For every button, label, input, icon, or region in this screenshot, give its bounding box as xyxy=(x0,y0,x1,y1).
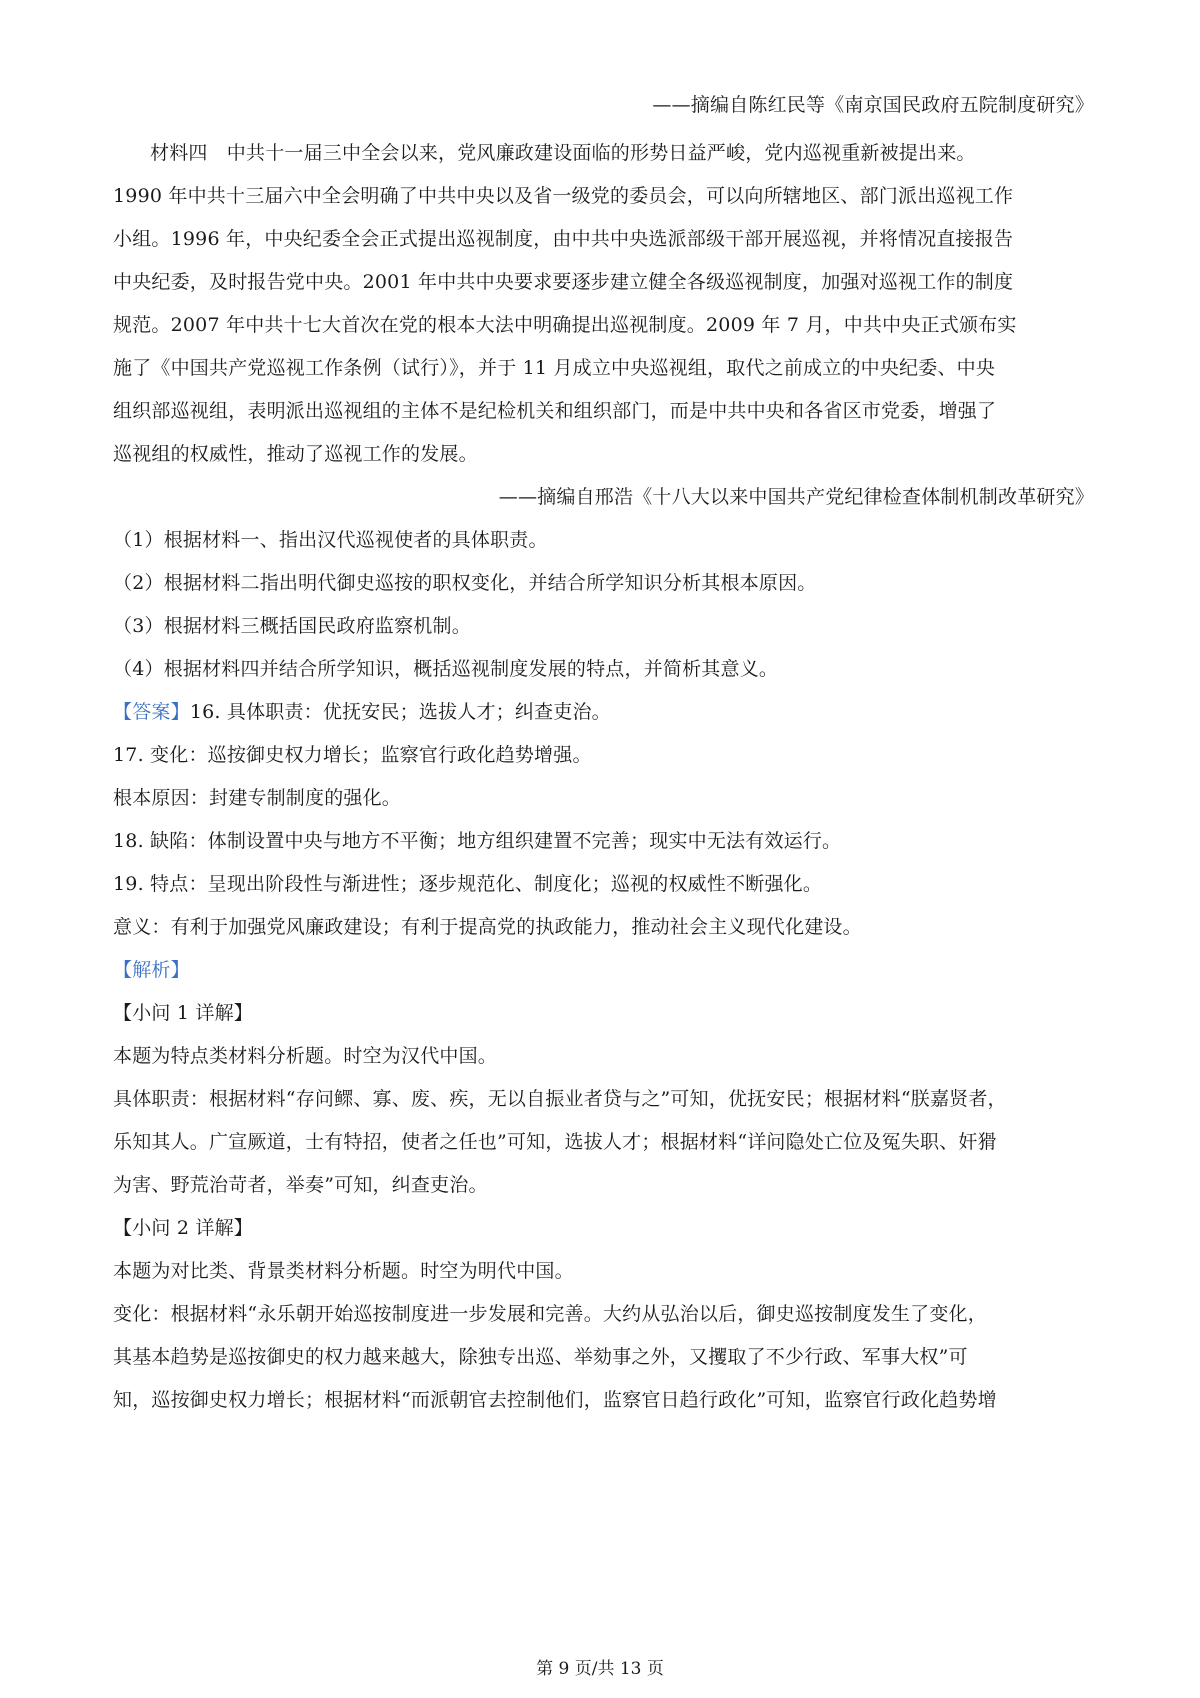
answer-line: 18. 缺陷：体制设置中央与地方不平衡；地方组织建置不完善；现实中无法有效运行。 xyxy=(113,830,842,852)
page-number: 第 9 页/共 13 页 xyxy=(536,1659,664,1679)
analysis-tag: 【解析】 xyxy=(113,959,190,981)
question-2: （2）根据材料二指出明代御史巡按的职权变化，并结合所学知识分析其根本原因。 xyxy=(113,572,817,594)
answer-tag: 【答案】 xyxy=(113,701,190,723)
material4-line: 组织部巡视组，表明派出巡视组的主体不是纪检机关和组织部门，而是中共中央和各省区市党委，增强了 xyxy=(113,400,997,422)
analysis-line: 其基本趋势是巡按御史的权力越来越大，除独专出巡、举劾事之外，又攫取了不少行政、军事大权”可 xyxy=(113,1346,968,1368)
material4-line: 中央纪委，及时报告党中央。2001 年中共中央要求要逐步建立健全各级巡视制度，加强对巡视工作的制度 xyxy=(113,271,1014,293)
subquestion-2-heading: 【小问 2 详解】 xyxy=(113,1217,253,1239)
analysis-line: 知，巡按御史权力增长；根据材料“而派朝官去控制他们，监察官日趋行政化”可知，监察官行政化趋势增 xyxy=(113,1389,997,1411)
analysis-line: 乐知其人。广宣厥道，士有特招，使者之任也”可知，选拔人才；根据材料“详问隐处亡位及冤失职、奸猾 xyxy=(113,1131,997,1153)
answer-line: 17. 变化：巡按御史权力增长；监察官行政化趋势增强。 xyxy=(113,744,592,766)
question-3: （3）根据材料三概括国民政府监察机制。 xyxy=(113,615,471,637)
material4-line: 规范。2007 年中共十七大首次在党的根本大法中明确提出巡视制度。2009 年 7 月，中共中央正式颁布实 xyxy=(113,314,1017,336)
page-footer xyxy=(0,1654,1200,1679)
source-citation-2: ——摘编自邢浩《十八大以来中国共产党纪律检查体制机制改革研究》 xyxy=(498,486,1094,508)
source-citation-1: ——摘编自陈红民等《南京国民政府五院制度研究》 xyxy=(652,94,1094,116)
answer-first-line xyxy=(113,699,1093,725)
material4-line: 材料四 中共十一届三中全会以来，党风廉政建设面临的形势日益严峻，党内巡视重新被提出来。 xyxy=(150,142,976,164)
subquestion-1-heading: 【小问 1 详解】 xyxy=(113,1002,253,1024)
analysis-line: 变化：根据材料“永乐朝开始巡按制度进一步发展和完善。大约从弘治以后，御史巡按制度发生了变化， xyxy=(113,1303,987,1325)
analysis-line: 为害、野荒治苛者，举奏”可知，纠查吏治。 xyxy=(113,1174,488,1196)
analysis-line: 具体职责：根据材料“存问鳏、寡、废、疾，无以自振业者贷与之”可知，优抚安民；根据材料“朕嘉贤者， xyxy=(113,1088,1007,1110)
answer-16: 16. 具体职责：优抚安民；选拔人才；纠查吏治。 xyxy=(189,701,611,723)
question-1: （1）根据材料一、指出汉代巡视使者的具体职责。 xyxy=(113,529,548,551)
answer-line: 根本原因：封建专制制度的强化。 xyxy=(113,787,402,809)
answer-line: 意义：有利于加强党风廉政建设；有利于提高党的执政能力，推动社会主义现代化建设。 xyxy=(113,916,862,938)
analysis-line: 本题为对比类、背景类材料分析题。时空为明代中国。 xyxy=(113,1260,574,1282)
question-4: （4）根据材料四并结合所学知识，概括巡视制度发展的特点，并简析其意义。 xyxy=(113,658,779,680)
answer-line: 19. 特点：呈现出阶段性与渐进性；逐步规范化、制度化；巡视的权威性不断强化。 xyxy=(113,873,823,895)
material4-line: 施了《中国共产党巡视工作条例（试行）》，并于 11 月成立中央巡视组，取代之前成立的中央纪委、中央 xyxy=(113,357,996,379)
material4-line: 小组。1996 年，中央纪委全会正式提出巡视制度，由中共中央选派部级干部开展巡视，并将情况直接报告 xyxy=(113,228,1014,250)
analysis-line: 本题为特点类材料分析题。时空为汉代中国。 xyxy=(113,1045,498,1067)
material4-line: 1990 年中共十三届六中全会明确了中共中央以及省一级党的委员会，可以向所辖地区、部门派出巡视工作 xyxy=(113,185,1014,207)
material4-line: 巡视组的权威性，推动了巡视工作的发展。 xyxy=(113,443,478,465)
